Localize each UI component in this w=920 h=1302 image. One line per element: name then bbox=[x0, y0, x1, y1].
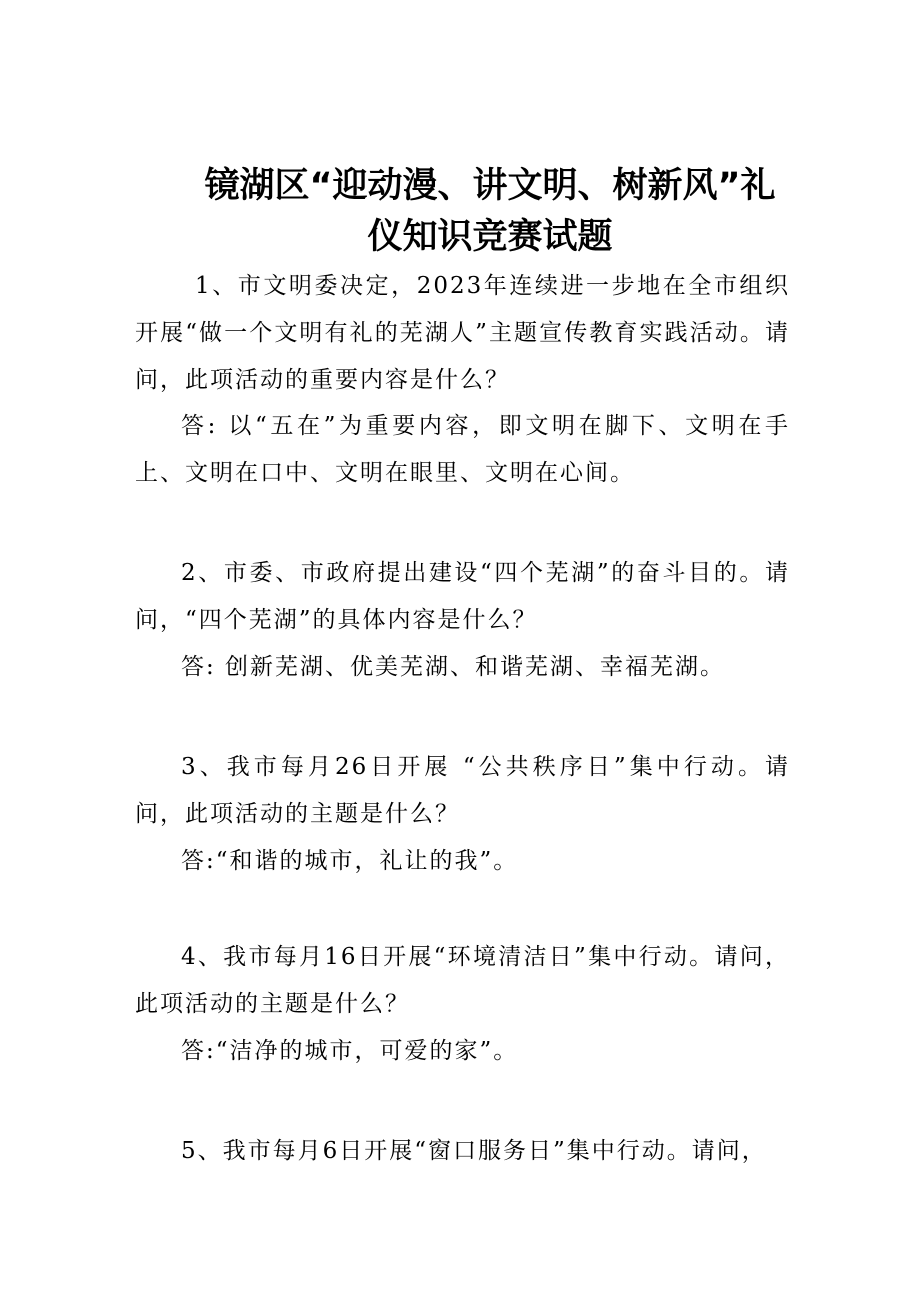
document-title-line-2: 仪知识竞赛试题 bbox=[367, 217, 613, 257]
document-title-line-1: 镜湖区“迎动漫、讲文明、树新风”礼 bbox=[204, 166, 776, 206]
question-5: 5、我市每月6日开展“窗口服务日”集中行动。请问， bbox=[181, 1138, 767, 1164]
answer-1: 答: 以“五在”为重要内容，即文明在脚下、文明在手上、文明在口中、文明在眼里、文明在心间。 bbox=[135, 413, 790, 486]
question-1: 1、市文明委决定，2023年连续进一步地在全市组织开展“做一个文明有礼的芜湖人”主题宣传教育实践活动。请问，此项活动的重要内容是什么？ bbox=[135, 273, 790, 393]
answer-3: 答:“和谐的城市，礼让的我”。 bbox=[181, 848, 519, 874]
answer-2: 答: 创新芜湖、优美芜湖、和谐芜湖、幸福芜湖。 bbox=[181, 654, 726, 680]
question-2: 2、市委、市政府提出建设“四个芜湖”的奋斗目的。请问，“四个芜湖”的具体内容是什么？ bbox=[135, 560, 790, 633]
answer-4: 答:“洁净的城市，可爱的家”。 bbox=[181, 1038, 519, 1064]
question-3: 3、我市每月26日开展 “公共秩序日”集中行动。请问，此项活动的主题是什么？ bbox=[135, 754, 790, 827]
question-4: 4、我市每月16日开展“环境清洁日”集中行动。请问，此项活动的主题是什么？ bbox=[135, 944, 790, 1017]
